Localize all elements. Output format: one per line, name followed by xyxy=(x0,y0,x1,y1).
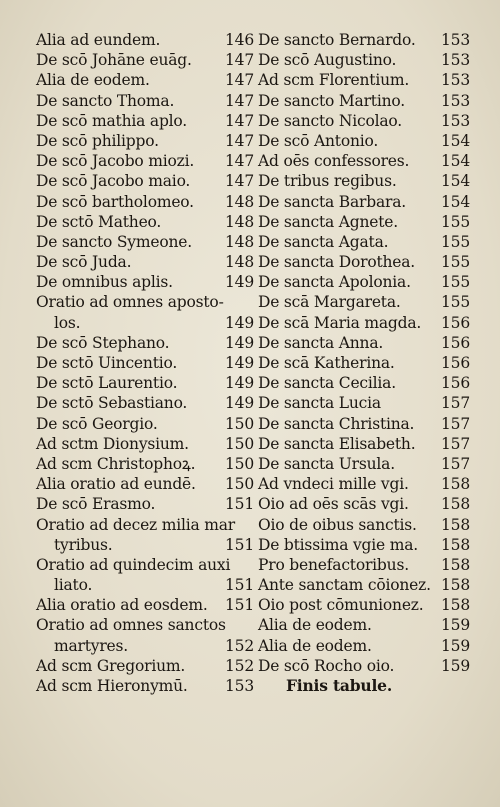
entry-page-number: 153 xyxy=(441,31,470,49)
entry-title: Ad scm Hieronymū. xyxy=(36,677,188,695)
entry-title: De sctō Matheo. xyxy=(36,212,162,231)
entry-page-number: 149 xyxy=(225,374,254,393)
entry-page-number: 157 xyxy=(441,454,470,473)
entry-title: los. xyxy=(54,313,81,332)
index-entry xyxy=(258,575,470,595)
entry-title: De scō Jacobo maio. xyxy=(36,172,191,191)
index-entry xyxy=(36,353,254,373)
index-entry xyxy=(36,575,254,595)
index-entry xyxy=(36,292,254,312)
entry-title: De sancta Lucia xyxy=(258,394,381,413)
entry-title: De sctō Uincentio. xyxy=(36,354,178,372)
entry-title: De sancto Martino. xyxy=(258,91,405,110)
entry-page-number: 154 xyxy=(441,131,470,150)
left-index-column xyxy=(36,30,254,696)
entry-title: De sancta Anna. xyxy=(258,333,384,352)
entry-page-number: 153 xyxy=(225,677,254,695)
entry-page-number: 158 xyxy=(441,596,470,615)
entry-title: Ad vndeci mille vgi. xyxy=(258,475,409,494)
entry-title: De scā Maria magda. xyxy=(258,313,422,332)
entry-page-number: 149 xyxy=(225,394,254,413)
index-entry xyxy=(36,515,254,535)
index-entry xyxy=(258,232,470,252)
index-entry xyxy=(258,373,470,393)
entry-title: Oio post cōmunionez. xyxy=(258,596,424,615)
index-entry xyxy=(36,30,254,50)
entry-title: Oratio ad omnes aposto- xyxy=(36,293,224,312)
index-entry xyxy=(258,434,470,454)
index-entry xyxy=(36,615,254,635)
index-entry xyxy=(258,535,470,555)
entry-page-number: 158 xyxy=(441,515,470,534)
entry-page-number: 156 xyxy=(441,374,470,393)
entry-title: Alia de eodem. xyxy=(36,71,150,90)
entry-page-number: 150 xyxy=(225,454,254,473)
entry-page-number: 148 xyxy=(225,232,254,251)
index-entry xyxy=(258,515,470,535)
entry-title: De sancta Cecilia. xyxy=(258,374,396,393)
entry-page-number: 158 xyxy=(441,576,470,595)
entry-title: Ad sctm Dionysium. xyxy=(36,434,189,453)
index-entry xyxy=(36,70,254,90)
entry-title: Ante sanctam cōionez. xyxy=(258,576,431,595)
index-entry xyxy=(258,393,470,413)
index-entry xyxy=(36,414,254,434)
entry-page-number: 157 xyxy=(441,414,470,433)
entry-title: Ad scm Florentium. xyxy=(258,71,410,90)
entry-page-number: 148 xyxy=(225,253,254,272)
finis-line xyxy=(258,676,470,696)
entry-page-number: 147 xyxy=(225,172,254,191)
index-entry xyxy=(258,30,470,50)
entry-title: De scā Katherina. xyxy=(258,354,395,372)
entry-title: De scō philippo. xyxy=(36,131,159,150)
index-entry xyxy=(36,676,254,696)
entry-title: tyribus. xyxy=(54,535,113,554)
index-entry xyxy=(36,313,254,333)
entry-page-number: 159 xyxy=(441,636,470,655)
entry-title: De scō Georgio. xyxy=(36,414,158,433)
entry-title: De scō Antonio. xyxy=(258,131,379,150)
entry-title: De omnibus aplis. xyxy=(36,273,173,292)
entry-page-number: 158 xyxy=(441,495,470,514)
index-entry xyxy=(36,50,254,70)
index-entry xyxy=(258,212,470,232)
entry-page-number: 146 xyxy=(225,31,254,49)
right-index-column xyxy=(258,30,470,696)
entry-title: Alia oratio ad eosdem. xyxy=(36,596,208,615)
entry-page-number: 158 xyxy=(441,535,470,554)
entry-title: liato. xyxy=(54,576,93,595)
index-entry xyxy=(36,192,254,212)
index-entry xyxy=(36,212,254,232)
index-entry xyxy=(258,555,470,575)
entry-title: De scō Jacobo miozi. xyxy=(36,152,195,171)
index-entry xyxy=(258,353,470,373)
entry-title: Oratio ad omnes sanctos xyxy=(36,616,226,635)
index-entry xyxy=(36,232,254,252)
entry-title: Alia de eodem. xyxy=(258,616,372,635)
index-entry xyxy=(36,252,254,272)
index-entry xyxy=(258,252,470,272)
index-entry xyxy=(258,414,470,434)
entry-page-number: 158 xyxy=(441,475,470,494)
index-entry xyxy=(258,615,470,635)
index-entry xyxy=(36,434,254,454)
index-entry xyxy=(36,131,254,151)
index-entry xyxy=(36,555,254,575)
entry-title: De scā Margareta. xyxy=(258,293,401,312)
entry-page-number: 155 xyxy=(441,212,470,231)
entry-title: De scō Juda. xyxy=(36,253,132,272)
entry-page-number: 154 xyxy=(441,172,470,191)
entry-page-number: 151 xyxy=(225,576,254,595)
entry-page-number: 151 xyxy=(225,495,254,514)
entry-page-number: 149 xyxy=(225,354,254,372)
entry-page-number: 153 xyxy=(441,111,470,130)
entry-title: Ad scm Christophoꝝ. xyxy=(36,454,196,473)
entry-title: Ad scm Gregorium. xyxy=(36,656,186,675)
index-entry xyxy=(258,333,470,353)
entry-title: De scō Erasmo. xyxy=(36,495,156,514)
index-entry xyxy=(36,535,254,555)
entry-title: Alia oratio ad eundē. xyxy=(36,475,196,494)
entry-title: Oio de oibus sanctis. xyxy=(258,515,417,534)
entry-title: De sancta Agnete. xyxy=(258,212,398,231)
entry-page-number: 147 xyxy=(225,51,254,70)
index-entry xyxy=(36,494,254,514)
entry-page-number: 158 xyxy=(441,555,470,574)
entry-page-number: 156 xyxy=(441,354,470,372)
index-entry xyxy=(258,454,470,474)
entry-page-number: 148 xyxy=(225,192,254,211)
entry-title: De sancta Agata. xyxy=(258,232,389,251)
entry-page-number: 155 xyxy=(441,293,470,312)
entry-page-number: 159 xyxy=(441,616,470,635)
entry-title: Pro benefactoribus. xyxy=(258,555,409,574)
index-entry xyxy=(258,171,470,191)
entry-page-number: 152 xyxy=(225,636,254,655)
entry-title: De sancto Nicolao. xyxy=(258,111,402,130)
entry-title: De scō Rocho oio. xyxy=(258,656,395,675)
entry-title: De sctō Sebastiano. xyxy=(36,394,188,413)
entry-page-number: 151 xyxy=(225,596,254,615)
entry-title: De sancta Apolonia. xyxy=(258,273,411,292)
entry-page-number: 147 xyxy=(225,111,254,130)
entry-title: De scō bartholomeo. xyxy=(36,192,194,211)
finis-tabule-text: Finis tabule. xyxy=(286,676,393,695)
entry-title: De scō Stephano. xyxy=(36,333,170,352)
index-entry xyxy=(36,393,254,413)
entry-page-number: 153 xyxy=(441,51,470,70)
entry-page-number: 147 xyxy=(225,91,254,110)
entry-page-number: 153 xyxy=(441,71,470,90)
entry-title: De sancta Ursula. xyxy=(258,454,395,473)
entry-title: De sancta Christina. xyxy=(258,414,415,433)
entry-title: De sancta Barbara. xyxy=(258,192,406,211)
index-entry xyxy=(36,91,254,111)
index-entry xyxy=(258,656,470,676)
index-entry xyxy=(36,373,254,393)
index-entry xyxy=(36,595,254,615)
entry-page-number: 148 xyxy=(225,212,254,231)
index-entry xyxy=(258,595,470,615)
index-entry xyxy=(258,151,470,171)
entry-page-number: 151 xyxy=(225,535,254,554)
entry-page-number: 155 xyxy=(441,232,470,251)
index-entry xyxy=(36,656,254,676)
entry-page-number: 147 xyxy=(225,152,254,171)
index-entry xyxy=(258,474,470,494)
entry-page-number: 149 xyxy=(225,333,254,352)
entry-title: De scō Augustino. xyxy=(258,51,397,70)
entry-title: De btissima vgie ma. xyxy=(258,535,418,554)
index-entry xyxy=(258,313,470,333)
entry-page-number: 150 xyxy=(225,414,254,433)
entry-page-number: 152 xyxy=(225,656,254,675)
entry-title: De scō Johāne euāg. xyxy=(36,51,192,70)
index-entry xyxy=(36,474,254,494)
entry-page-number: 150 xyxy=(225,434,254,453)
entry-page-number: 150 xyxy=(225,475,254,494)
entry-page-number: 159 xyxy=(441,656,470,675)
entry-title: martyres. xyxy=(54,636,128,655)
index-entry xyxy=(258,50,470,70)
entry-page-number: 156 xyxy=(441,333,470,352)
index-entry xyxy=(258,636,470,656)
index-entry xyxy=(36,171,254,191)
index-entry xyxy=(36,111,254,131)
entry-title: Oio ad oēs scās vgi. xyxy=(258,495,409,514)
entry-page-number: 149 xyxy=(225,273,254,292)
entry-title: Oratio ad quindecim auxi xyxy=(36,555,231,574)
entry-title: Alia de eodem. xyxy=(258,636,372,655)
entry-title: Alia ad eundem. xyxy=(36,31,161,49)
entry-page-number: 154 xyxy=(441,152,470,171)
entry-page-number: 153 xyxy=(441,91,470,110)
entry-page-number: 155 xyxy=(441,273,470,292)
index-entry xyxy=(36,333,254,353)
index-entry xyxy=(258,292,470,312)
entry-title: Oratio ad decez milia mar xyxy=(36,515,236,534)
entry-page-number: 154 xyxy=(441,192,470,211)
entry-title: De sctō Laurentio. xyxy=(36,374,178,393)
index-entry xyxy=(258,272,470,292)
index-entry xyxy=(258,111,470,131)
index-entry xyxy=(258,192,470,212)
entry-title: De sancto Bernardo. xyxy=(258,31,416,49)
entry-page-number: 155 xyxy=(441,253,470,272)
entry-page-number: 156 xyxy=(441,313,470,332)
entry-title: De sancta Elisabeth. xyxy=(258,434,416,453)
entry-page-number: 157 xyxy=(441,434,470,453)
entry-title: Ad oēs confessores. xyxy=(258,152,410,171)
entry-title: De sancta Dorothea. xyxy=(258,253,416,272)
entry-title: De tribus regibus. xyxy=(258,172,397,191)
entry-title: De sancto Thoma. xyxy=(36,91,175,110)
index-entry xyxy=(36,272,254,292)
entry-page-number: 147 xyxy=(225,131,254,150)
index-entry xyxy=(258,494,470,514)
index-entry xyxy=(36,151,254,171)
index-entry xyxy=(258,70,470,90)
index-entry xyxy=(36,636,254,656)
entry-page-number: 157 xyxy=(441,394,470,413)
entry-page-number: 147 xyxy=(225,71,254,90)
index-entry xyxy=(258,91,470,111)
index-entry xyxy=(258,131,470,151)
index-entry xyxy=(36,454,254,474)
entry-title: De sancto Symeone. xyxy=(36,232,192,251)
entry-title: De scō mathia aplo. xyxy=(36,111,188,130)
entry-page-number: 149 xyxy=(225,313,254,332)
